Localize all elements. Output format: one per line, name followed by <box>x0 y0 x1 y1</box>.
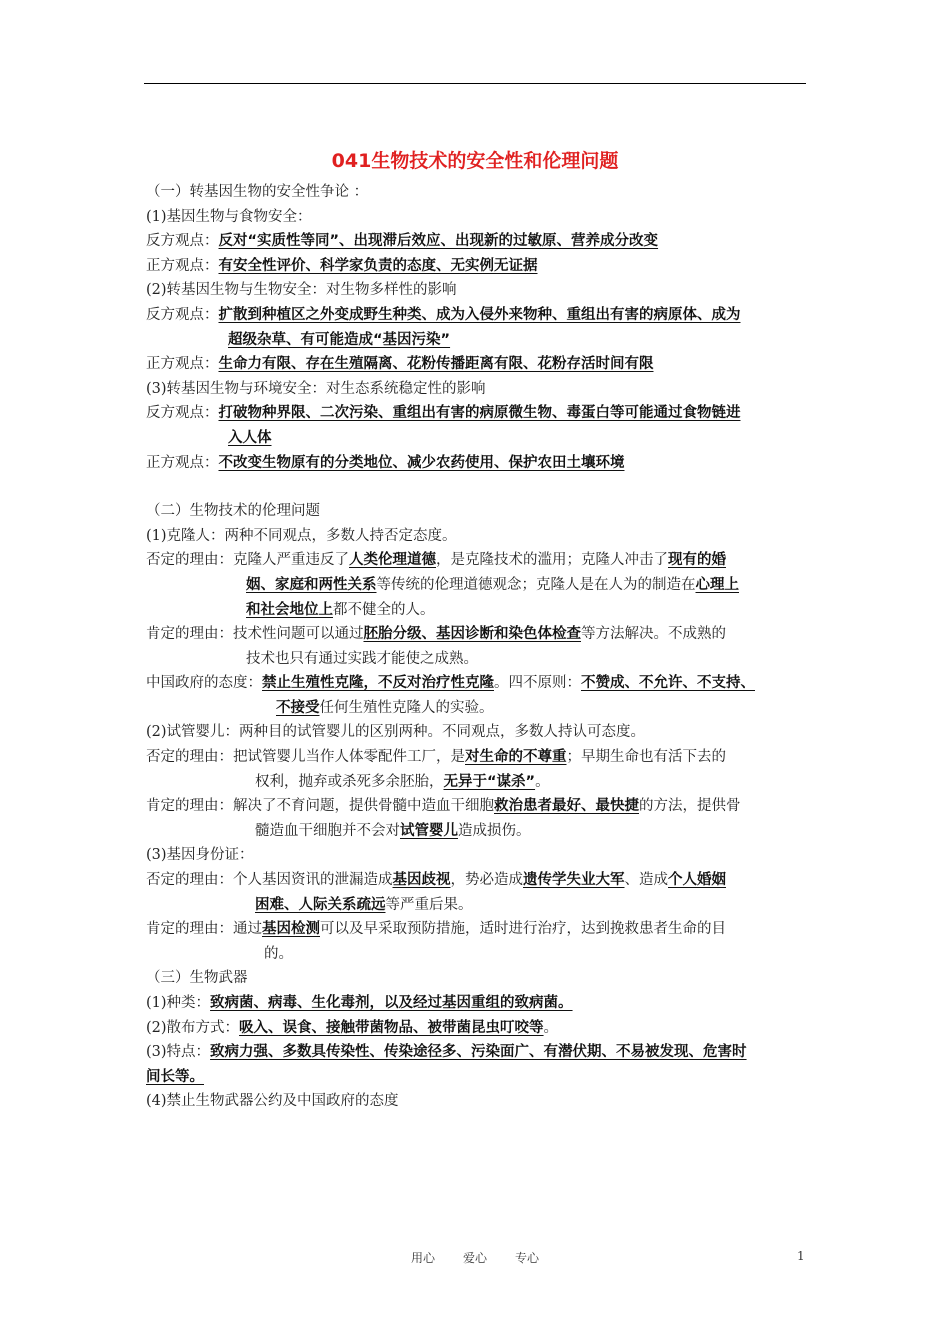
negative-reason <box>146 868 808 893</box>
key-term: 和社会地位上 <box>246 601 333 618</box>
text: 。 <box>543 1019 559 1036</box>
text: 都不健全的人。 <box>333 601 435 618</box>
weapon-kinds <box>146 991 808 1016</box>
key-term: 困难、人际关系疏远 <box>255 896 386 913</box>
subsection-label: (2)试管婴儿：两种目的试管婴儿的区别两种。不同观点，多数人持认可态度。 <box>146 724 646 741</box>
text: 个人基因资讯的泄漏造成 <box>233 872 393 889</box>
con-label: 反方观点： <box>146 405 219 422</box>
key-term: 遗传学失业大军 <box>523 872 625 889</box>
reason-label: 否定的理由： <box>146 552 233 569</box>
negative-reason-cont <box>146 893 808 918</box>
con-view-cont <box>146 426 808 451</box>
weapon-spread <box>146 1016 808 1041</box>
text: 、造成 <box>624 872 668 889</box>
government-stance-cont <box>146 696 808 721</box>
key-term: 人类伦理道德 <box>349 552 436 569</box>
text: 可以及早采取预防措施，适时进行治疗，达到挽救患者生命的目 <box>320 921 726 938</box>
page-footer <box>0 1249 950 1266</box>
text: ，势必造成 <box>450 872 523 889</box>
positive-reason <box>146 917 808 942</box>
text: ；早期生命也有活下去的 <box>566 749 726 766</box>
text: 。 <box>535 773 550 790</box>
reason-label: 肯定的理由： <box>146 921 233 938</box>
con-label: 反方观点： <box>146 233 219 250</box>
header-rule <box>144 83 806 84</box>
section-heading: （二）生物技术的伦理问题 <box>146 503 320 520</box>
reason-label: 否定的理由： <box>146 872 233 889</box>
con-text: 打破物种界限、二次污染、重组出有害的病原微生物、毒蛋白等可能通过食物链进 <box>218 405 741 422</box>
weapon-features-cont <box>146 1065 808 1090</box>
key-term: 基因检测 <box>262 921 320 938</box>
footer-text: 专心 <box>515 1251 540 1265</box>
page-number: 1 <box>797 1249 805 1263</box>
text: 解决了不育问题，提供骨髓中造血干细胞 <box>233 798 494 815</box>
con-view <box>146 303 808 328</box>
text: 克隆人严重违反了 <box>233 552 349 569</box>
subsection-label: (1)克隆人：两种不同观点，多数人持否定态度。 <box>146 527 457 544</box>
subsection-label: (2)转基因生物与生物安全：对生物多样性的影响 <box>146 282 457 299</box>
pro-view <box>146 352 808 377</box>
key-term: 心理上 <box>695 576 739 593</box>
text: 等传统的伦理道德观念；克隆人是在人为的制造在 <box>376 576 696 593</box>
text: 。四不原则： <box>494 675 581 692</box>
stance-label: 中国政府的态度： <box>146 675 262 692</box>
item-label: (3)特点： <box>146 1044 211 1061</box>
section-heading: （一）转基因生物的安全性争论 ： <box>146 184 369 200</box>
con-text: 扩散到种植区之外变成野生种类、成为入侵外来物种、重组出有害的病原体、成为 <box>218 306 741 323</box>
text: 等严重后果。 <box>385 896 473 913</box>
key-term: 基因歧视 <box>392 872 451 889</box>
pro-text: 生命力有限、存在生殖隔离、花粉传播距离有限、花粉存活时间有限 <box>218 356 654 373</box>
item-label: (2)散布方式： <box>146 1019 240 1036</box>
key-term: 姻、家庭和两性关系 <box>246 576 377 593</box>
key-term: 无异于“谋杀” <box>443 773 536 790</box>
text: 造成损伤。 <box>458 822 531 839</box>
spacer <box>146 475 808 499</box>
key-term: 禁止生殖性克隆，不反对治疗性克隆 <box>262 675 494 692</box>
key-term: 试管婴儿 <box>400 822 458 839</box>
text: 任何生殖性克隆人的实验。 <box>319 699 494 716</box>
negative-reason-cont <box>146 598 808 623</box>
item-label: (1)种类： <box>146 995 211 1011</box>
key-term: 救治患者最好、最快捷 <box>494 798 639 815</box>
subsection-label: (1)基因生物与食物安全： <box>146 208 312 225</box>
subsection-label: (3)基因身份证： <box>146 847 254 864</box>
text: 通过 <box>233 921 262 938</box>
reason-label: 肯定的理由： <box>146 798 233 815</box>
subsection-label: (3)转基因生物与环境安全：对生态系统稳定性的影响 <box>146 380 486 397</box>
government-stance <box>146 671 808 696</box>
positive-reason <box>146 794 808 819</box>
text: 等方法解决。不成熟的 <box>581 626 726 643</box>
text: 技术性问题可以通过 <box>233 626 364 643</box>
reason-label: 否定的理由： <box>146 749 233 766</box>
key-term: 致病菌、病毒、生化毒剂，以及经过基因重组的致病菌。 <box>210 995 573 1011</box>
footer-text: 用心 <box>410 1251 435 1265</box>
key-term: 致病力强、多数具传染性、传染途径多、污染面广、有潜伏期、不易被发现、危害时 <box>210 1044 747 1061</box>
weapon-features <box>146 1040 808 1065</box>
pro-view <box>146 451 808 476</box>
weapon-ban: (4)禁止生物武器公约及中国政府的态度 <box>146 1093 399 1110</box>
pro-label: 正方观点： <box>146 454 219 471</box>
con-text: 反对“实质性等同”、出现滞后效应、出现新的过敏原、营养成分改变 <box>218 233 659 250</box>
key-term: 胚胎分级、基因诊断和染色体检查 <box>363 626 581 643</box>
con-text: 入人体 <box>228 429 272 446</box>
con-text: 超级杂草、有可能造成“基因污染” <box>228 331 451 348</box>
pro-label: 正方观点： <box>146 356 219 373</box>
negative-reason <box>146 548 808 573</box>
negative-reason-cont <box>146 573 808 598</box>
pro-label: 正方观点： <box>146 257 219 274</box>
page-title: 041生物技术的安全性和伦理问题 <box>331 150 619 172</box>
key-term: 不赞成、不允许、不支持、 <box>581 675 755 692</box>
key-term: 现有的婚 <box>668 552 726 569</box>
positive-reason-cont: 的。 <box>264 945 293 962</box>
key-term: 不接受 <box>276 699 320 716</box>
negative-reason-cont <box>146 770 808 795</box>
footer-text: 爱心 <box>462 1251 487 1265</box>
document-body <box>146 180 808 1114</box>
text: 权利，抛弃或杀死多余胚胎， <box>255 773 444 790</box>
text: ，是克隆技术的滥用；克隆人冲击了 <box>436 552 668 569</box>
text: 把试管婴儿当作人体零配件工厂，是 <box>233 749 465 766</box>
text: 髓造血干细胞并不会对 <box>255 822 400 839</box>
key-term: 吸入、误食、接触带菌物品、被带菌昆虫叮咬等 <box>239 1019 544 1036</box>
positive-reason <box>146 622 808 647</box>
negative-reason <box>146 745 808 770</box>
reason-label: 肯定的理由： <box>146 626 233 643</box>
con-view <box>146 229 808 254</box>
positive-reason-cont <box>146 819 808 844</box>
pro-view <box>146 254 808 279</box>
key-term: 间长等。 <box>146 1068 204 1085</box>
con-label: 反方观点： <box>146 306 219 323</box>
key-term: 对生命的不尊重 <box>465 749 567 766</box>
text: 的方法，提供骨 <box>639 798 741 815</box>
con-view <box>146 401 808 426</box>
key-term: 个人婚姻 <box>668 872 726 889</box>
positive-reason-cont: 技术也只有通过实践才能使之成熟。 <box>246 650 478 667</box>
section-heading: （三）生物武器 <box>146 970 248 987</box>
pro-text: 有安全性评价、科学家负责的态度、无实例无证据 <box>218 257 538 274</box>
pro-text: 不改变生物原有的分类地位、减少农药使用、保护农田土壤环境 <box>218 454 625 471</box>
con-view-cont <box>146 328 808 353</box>
